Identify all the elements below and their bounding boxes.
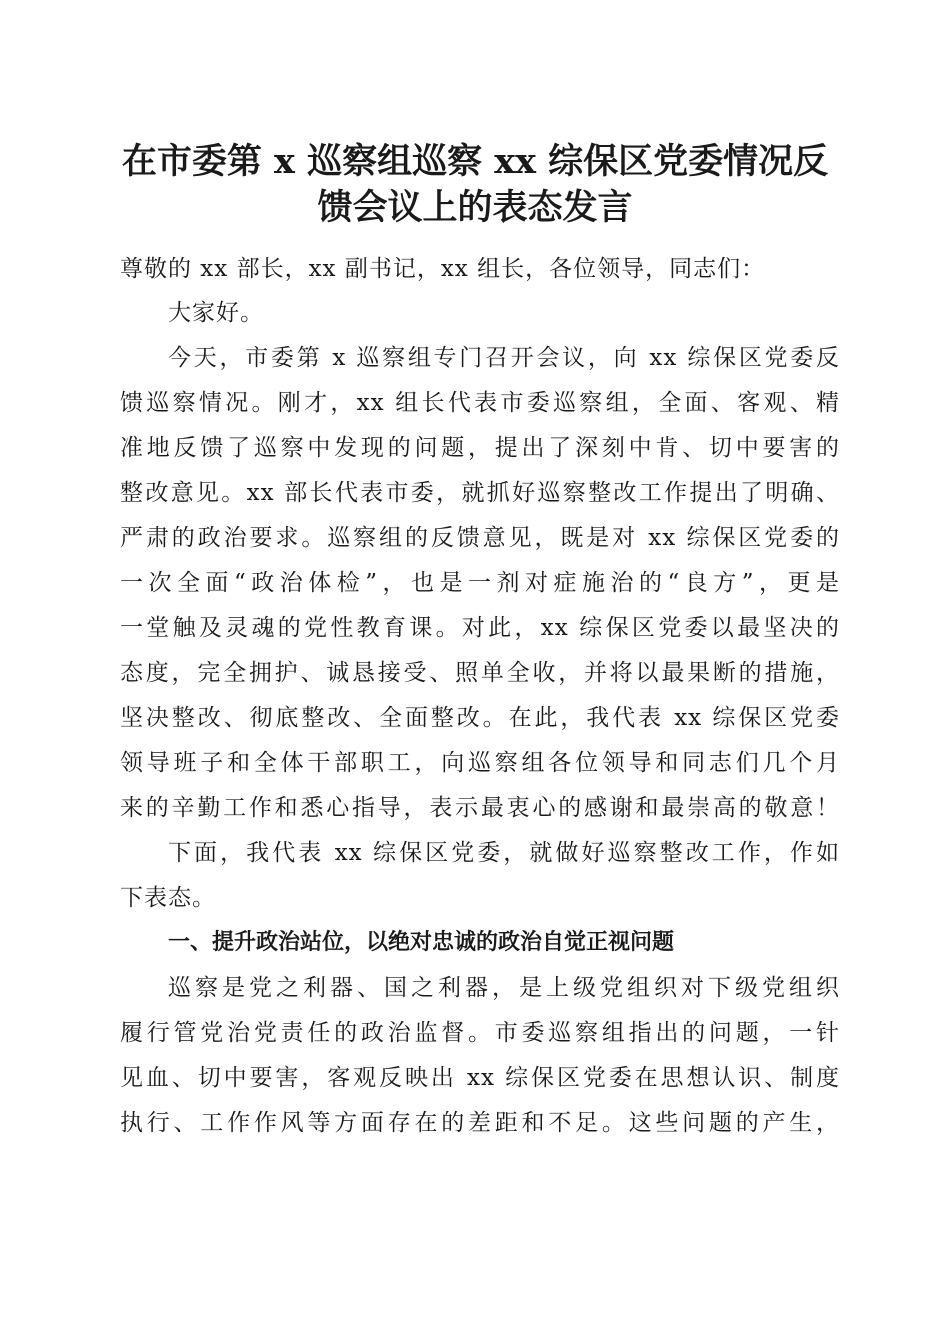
paragraph-1-line: 整改意见。xx 部长代表市委，就抓好巡察整改工作提出了明确、 [120, 480, 840, 506]
paragraph-1-line: 态度，完全拥护、诚恳接受、照单全收，并将以最果断的措施， [120, 660, 840, 686]
paragraph-1-line: 准地反馈了巡察中发现的问题，提出了深刻中肯、切中要害的 [120, 435, 840, 461]
paragraph-3-line: 履行管党治党责任的政治监督。市委巡察组指出的问题，一针 [120, 1020, 840, 1046]
paragraph-1-line: 坚决整改、彻底整改、全面整改。在此，我代表 xx 综保区党委 [120, 705, 840, 731]
paragraph-3-line: 执行、工作作风等方面存在的差距和不足。这些问题的产生， [120, 1110, 840, 1136]
paragraph-2-line: 下面，我代表 xx 综保区党委，就做好巡察整改工作，作如 [168, 840, 840, 866]
paragraph-3-line: 见血、切中要害，客观反映出 xx 综保区党委在思想认识、制度 [120, 1065, 840, 1091]
paragraph-1-line: 馈巡察情况。刚才，xx 组长代表市委巡察组，全面、客观、精 [120, 390, 840, 416]
document-title-line-2: 馈会议上的表态发言 [317, 187, 633, 228]
document-title-line-1: 在市委第 x 巡察组巡察 xx 综保区党委情况反 [121, 141, 829, 182]
paragraph-1-line: 来的辛勤工作和悉心指导，表示最衷心的感谢和最崇高的敬意！ [120, 795, 840, 821]
paragraph-3-line: 巡察是党之利器、国之利器，是上级党组织对下级党组织 [168, 975, 840, 1001]
paragraph-1-line: 领导班子和全体干部职工，向巡察组各位领导和同志们几个月 [120, 750, 840, 776]
section-1-heading: 一、提升政治站位，以绝对忠诚的政治自觉正视问题 [168, 930, 675, 955]
paragraph-2-line: 下表态。 [120, 885, 216, 911]
salutation: 尊敬的 xx 部长，xx 副书记，xx 组长，各位领导，同志们： [120, 256, 766, 282]
paragraph-1-line: 今天，市委第 x 巡察组专门召开会议，向 xx 综保区党委反 [168, 345, 840, 371]
paragraph-1-line: 一堂触及灵魂的党性教育课。对此，xx 综保区党委以最坚决的 [120, 615, 840, 641]
paragraph-1-line: 严肃的政治要求。巡察组的反馈意见，既是对 xx 综保区党委的 [120, 525, 840, 551]
paragraph-1-line: 一次全面“政治体检”，也是一剂对症施治的“良方”，更是 [120, 570, 840, 596]
greeting: 大家好。 [168, 300, 264, 326]
